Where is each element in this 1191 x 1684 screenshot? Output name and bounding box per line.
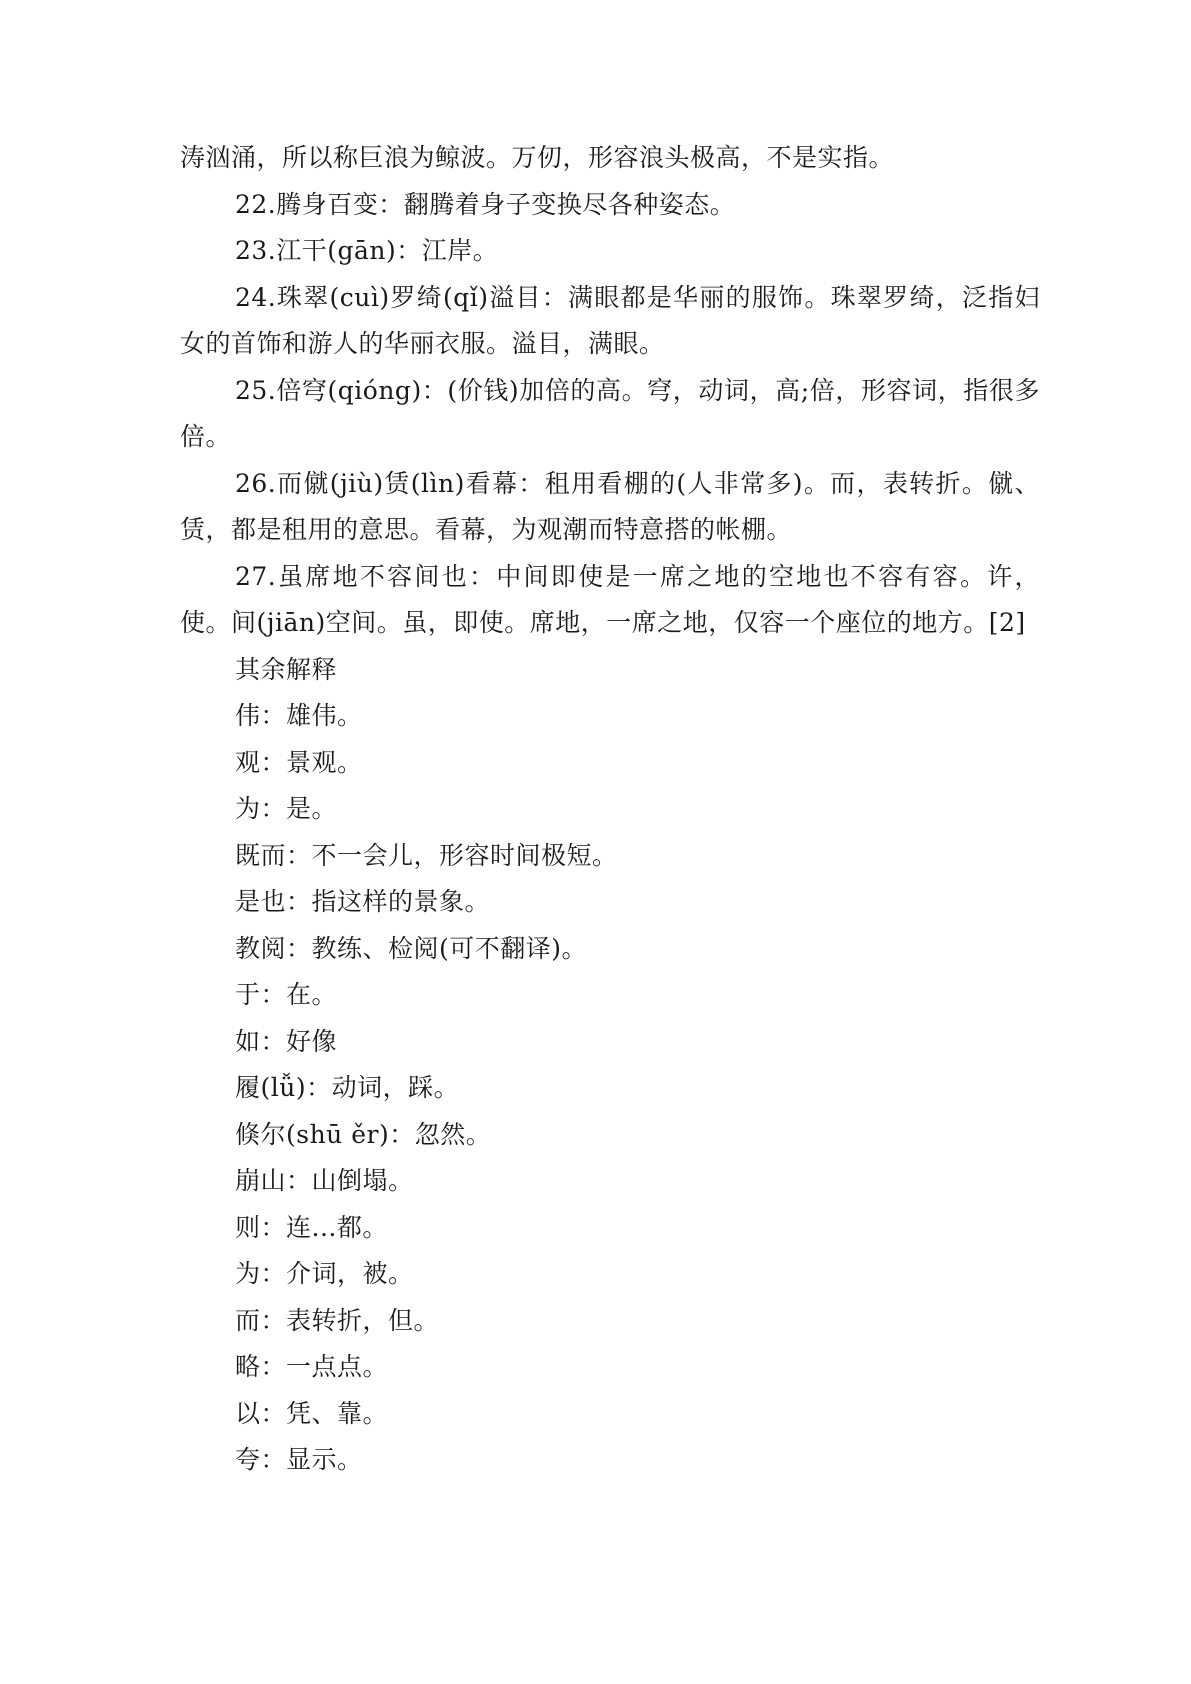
document-body [180,135,1040,1484]
definition-item: 而：表转折，但。 [235,1305,440,1335]
definition-item: 倏尔(shū ěr)：忽然。 [235,1119,492,1149]
definition-item: 履(lǚ)：动词，踩。 [235,1073,460,1102]
paragraph: 25.倍穹(qióng)：(价钱)加倍的高。穹，动词，高;倍，形容词，指很多倍。 [180,375,1040,451]
section-heading: 其余解释 [235,654,338,684]
definition-item: 则：连...都。 [235,1212,388,1242]
definition-item: 崩山：山倒塌。 [235,1166,414,1195]
definition-item: 既而：不一会儿，形容时间极短。 [235,840,618,870]
definition-item: 伟：雄伟。 [235,701,363,730]
paragraph: 27.虽席地不容间也：中间即使是一席之地的空地也不容有容。许，使。间(jiān)空间。虽，即使。席地，一席之地，仅容一个座位的地方。[2] [180,561,1040,637]
paragraph: 26.而僦(jiù)赁(lìn)看幕：租用看棚的(人非常多)。而，表转折。僦、赁，都是租用的意思。看幕，为观潮而特意搭的帐棚。 [180,468,1040,544]
definition-item: 教阅：教练、检阅(可不翻译)。 [235,933,588,963]
paragraph: 涛汹涌，所以称巨浪为鲸波。万仞，形容浪头极高，不是实指。 [180,143,895,172]
definition-item: 于：在。 [235,980,338,1009]
definition-item: 夸：显示。 [235,1445,363,1474]
paragraph: 22.腾身百变：翻腾着身子变换尽各种姿态。 [235,189,736,219]
paragraph: 23.江干(gān)：江岸。 [235,236,499,265]
paragraph: 24.珠翠(cuì)罗绮(qǐ)溢目：满眼都是华丽的服饰。珠翠罗绮，泛指妇女的首饰和游人的华丽衣服。溢目，满眼。 [180,282,1040,358]
definition-item: 是也：指这样的景象。 [235,887,491,916]
definition-item: 为：介词，被。 [235,1259,414,1288]
definition-item: 观：景观。 [235,747,363,777]
definition-item: 以：凭、靠。 [235,1398,389,1428]
definition-item: 为：是。 [235,794,338,823]
definition-item: 如：好像 [235,1026,338,1056]
definition-item: 略：一点点。 [235,1352,389,1381]
